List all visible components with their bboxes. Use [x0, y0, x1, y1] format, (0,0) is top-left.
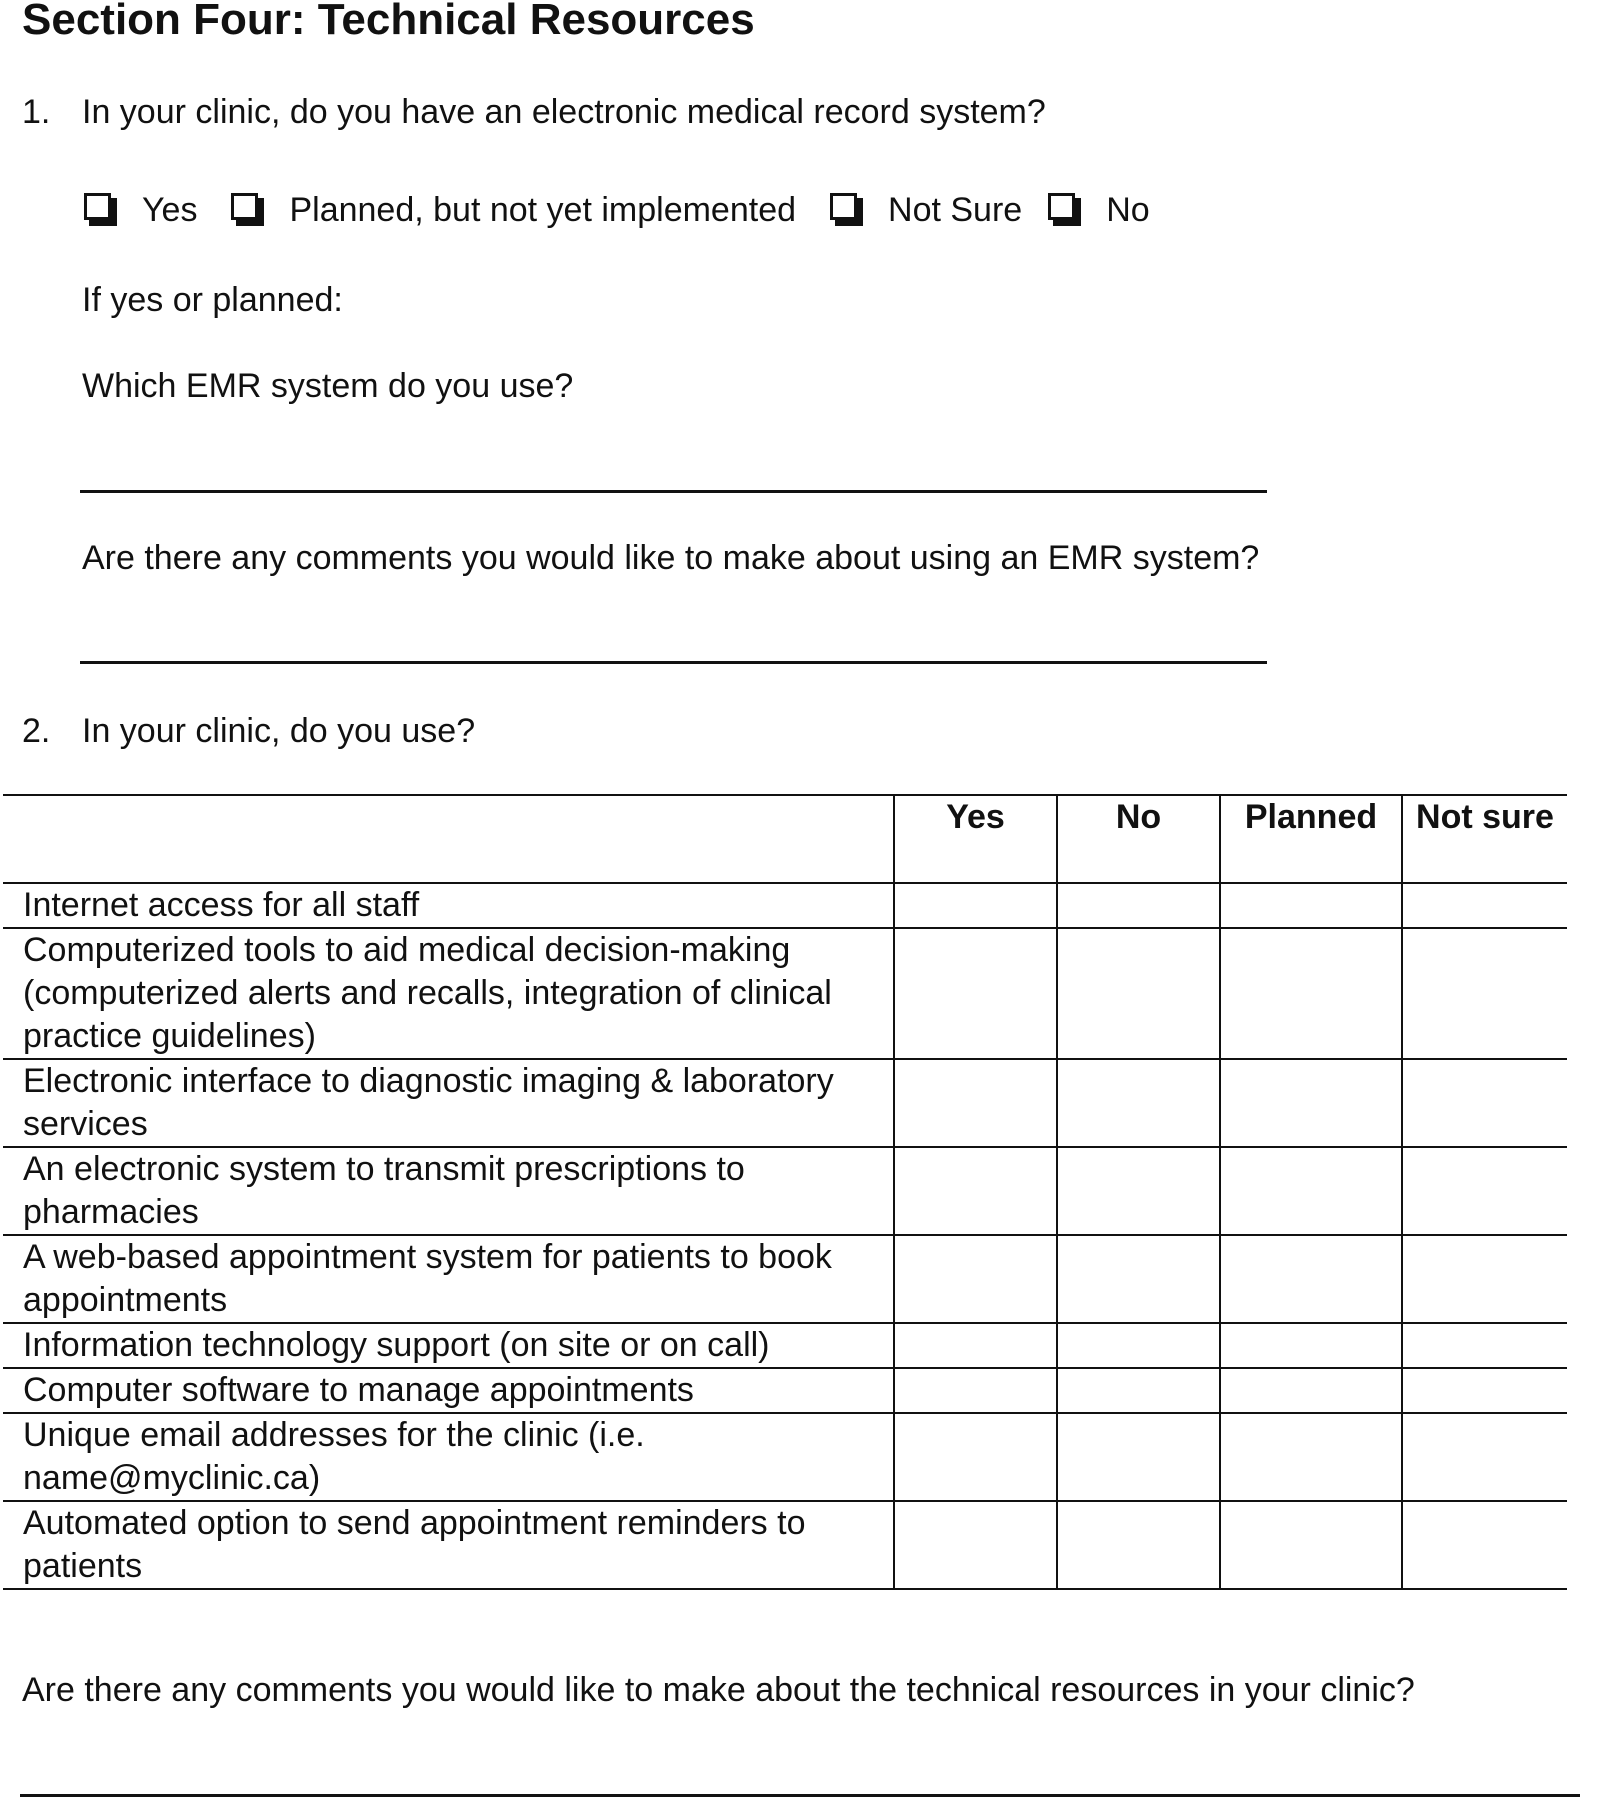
question-2-text: In your clinic, do you use?	[82, 712, 476, 750]
table-row	[3, 1368, 1567, 1413]
answer-cell-not-sure[interactable]	[1402, 1368, 1567, 1413]
question-2-number: 2.	[22, 712, 51, 750]
row-label: Computer software to manage appointments	[3, 1368, 894, 1413]
answer-cell-not-sure[interactable]	[1402, 883, 1567, 928]
table-row	[3, 1413, 1567, 1501]
table-row	[3, 1059, 1567, 1147]
answer-cell-planned[interactable]	[1220, 1368, 1402, 1413]
answer-cell-not-sure[interactable]	[1402, 928, 1567, 1059]
table-row	[3, 1501, 1567, 1589]
if-yes-label: If yes or planned:	[82, 281, 343, 319]
question-1-text: In your clinic, do you have an electronic medical record system?	[82, 93, 1046, 131]
column-header-planned: Planned	[1220, 795, 1402, 883]
checkbox-icon[interactable]	[231, 193, 265, 227]
table-row	[3, 928, 1567, 1059]
answer-cell-yes[interactable]	[894, 1413, 1057, 1501]
option-label: Yes	[142, 190, 198, 229]
question-1-options	[84, 188, 1150, 232]
answer-cell-not-sure[interactable]	[1402, 1501, 1567, 1589]
row-label: Internet access for all staff	[3, 883, 894, 928]
technology-use-table	[3, 794, 1567, 1590]
row-label: An electronic system to transmit prescriptions to pharmacies	[3, 1147, 894, 1235]
answer-cell-not-sure[interactable]	[1402, 1235, 1567, 1323]
option-planned[interactable]	[231, 191, 796, 230]
column-header-yes: Yes	[894, 795, 1057, 883]
answer-cell-no[interactable]	[1057, 1059, 1220, 1147]
answer-cell-yes[interactable]	[894, 1368, 1057, 1413]
checkbox-icon[interactable]	[84, 193, 118, 227]
table-row	[3, 1235, 1567, 1323]
row-label: Electronic interface to diagnostic imaging & laboratory services	[3, 1059, 894, 1147]
answer-cell-no[interactable]	[1057, 1501, 1220, 1589]
option-not-sure[interactable]	[830, 191, 1022, 230]
option-label: No	[1106, 190, 1150, 229]
answer-cell-no[interactable]	[1057, 883, 1220, 928]
answer-cell-not-sure[interactable]	[1402, 1147, 1567, 1235]
answer-cell-planned[interactable]	[1220, 928, 1402, 1059]
technical-resources-comments-line[interactable]	[20, 1794, 1580, 1797]
option-label: Not Sure	[888, 190, 1023, 229]
answer-cell-no[interactable]	[1057, 1368, 1220, 1413]
which-emr-question: Which EMR system do you use?	[82, 367, 574, 405]
column-header-no: No	[1057, 795, 1220, 883]
emr-comments-line[interactable]	[80, 661, 1267, 664]
answer-cell-yes[interactable]	[894, 1501, 1057, 1589]
emr-answer-line[interactable]	[80, 490, 1267, 493]
option-yes[interactable]	[84, 191, 197, 230]
answer-cell-no[interactable]	[1057, 1413, 1220, 1501]
row-label: Unique email addresses for the clinic (i.e. name@myclinic.ca)	[3, 1413, 894, 1501]
answer-cell-planned[interactable]	[1220, 1413, 1402, 1501]
answer-cell-not-sure[interactable]	[1402, 1413, 1567, 1501]
answer-cell-planned[interactable]	[1220, 883, 1402, 928]
answer-cell-no[interactable]	[1057, 928, 1220, 1059]
answer-cell-not-sure[interactable]	[1402, 1059, 1567, 1147]
column-header-not-sure: Not sure	[1402, 795, 1567, 883]
answer-cell-no[interactable]	[1057, 1235, 1220, 1323]
question-1-number: 1.	[22, 93, 51, 131]
answer-cell-yes[interactable]	[894, 928, 1057, 1059]
answer-cell-planned[interactable]	[1220, 1501, 1402, 1589]
answer-cell-no[interactable]	[1057, 1323, 1220, 1368]
table-header-row	[3, 795, 1567, 883]
checkbox-icon[interactable]	[830, 193, 864, 227]
row-label: A web-based appointment system for patients to book appointments	[3, 1235, 894, 1323]
checkbox-icon[interactable]	[1048, 193, 1082, 227]
answer-cell-yes[interactable]	[894, 1235, 1057, 1323]
answer-cell-yes[interactable]	[894, 883, 1057, 928]
table-row	[3, 1323, 1567, 1368]
answer-cell-planned[interactable]	[1220, 1323, 1402, 1368]
answer-cell-not-sure[interactable]	[1402, 1323, 1567, 1368]
technical-resources-comments-question: Are there any comments you would like to make about the technical resources in your clinic?	[22, 1671, 1415, 1709]
answer-cell-yes[interactable]	[894, 1059, 1057, 1147]
emr-comments-question: Are there any comments you would like to make about using an EMR system?	[82, 539, 1260, 577]
row-label: Computerized tools to aid medical decision-making (computerized alerts and recalls, integration of clinical practice guidelines)	[3, 928, 894, 1059]
answer-cell-planned[interactable]	[1220, 1059, 1402, 1147]
row-label: Information technology support (on site or on call)	[3, 1323, 894, 1368]
answer-cell-planned[interactable]	[1220, 1147, 1402, 1235]
table-header-blank	[3, 795, 894, 883]
answer-cell-yes[interactable]	[894, 1147, 1057, 1235]
answer-cell-planned[interactable]	[1220, 1235, 1402, 1323]
option-no[interactable]	[1048, 191, 1149, 230]
answer-cell-no[interactable]	[1057, 1147, 1220, 1235]
table-row	[3, 883, 1567, 928]
answer-cell-yes[interactable]	[894, 1323, 1057, 1368]
row-label: Automated option to send appointment reminders to patients	[3, 1501, 894, 1589]
section-title: Section Four: Technical Resources	[22, 0, 755, 44]
option-label: Planned, but not yet implemented	[289, 190, 797, 229]
table-row	[3, 1147, 1567, 1235]
